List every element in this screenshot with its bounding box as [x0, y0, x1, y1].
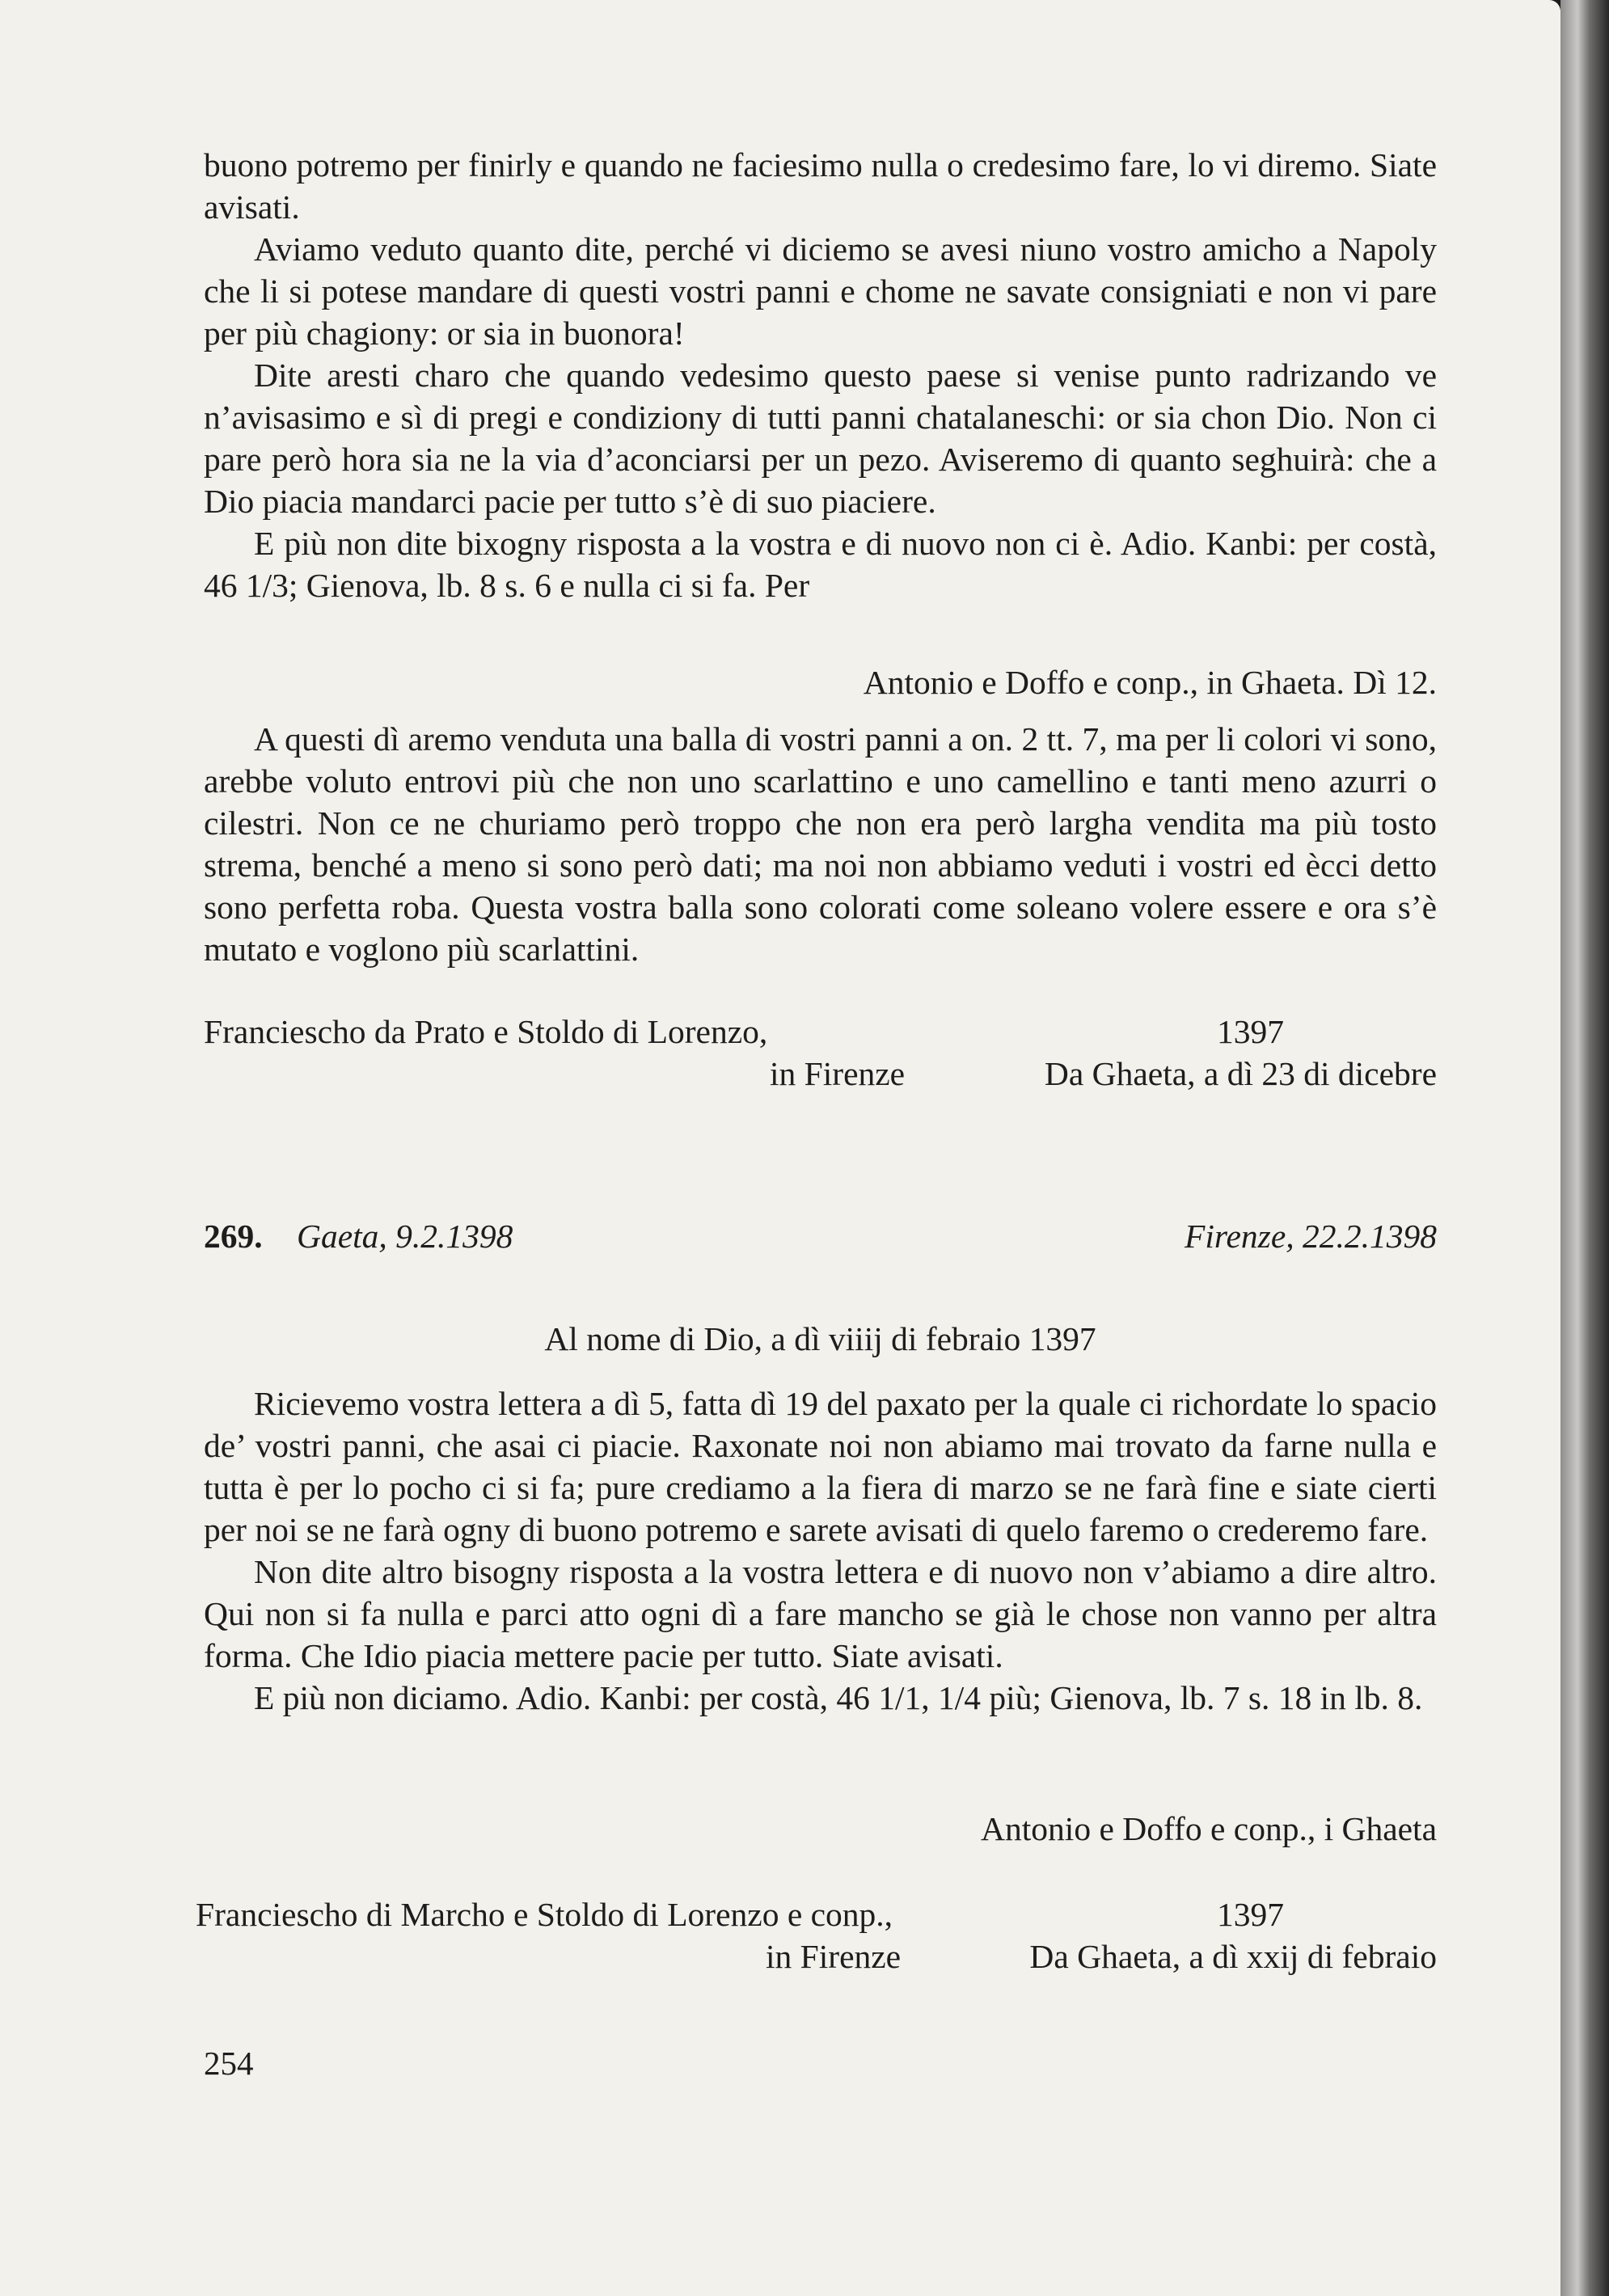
address-sender-date: Da Ghaeta, a dì xxij di febraio: [1029, 1938, 1437, 1975]
paragraph: E più non dite bixogny risposta a la vostra e di nuovo non ci è. Adio. Kanbi: per costà, 46 1/3; Gienova, lb. 8 s. 6 e nulla ci si fa. Per: [204, 525, 1437, 604]
paragraph: E più non diciamo. Adio. Kanbi: per costà, 46 1/1, 1/4 più; Gienova, lb. 7 s. 18 in lb. 8.: [254, 1679, 1423, 1716]
paragraph: Non dite altro bisogny risposta a la vostra lettera e di nuovo non v’abiamo a dire altro. Qui non si fa nulla e parci atto ogni dì a fare mancho se già le chose non vanno per altra forma. Che Idio piacia mettere pacie per tutto. Siate avisati.: [204, 1553, 1437, 1674]
previous-letter-address: [204, 1011, 1437, 1095]
letter-address: [196, 1893, 1437, 1977]
previous-letter-postscript: [204, 718, 1437, 970]
letter-body: [204, 1382, 1437, 1719]
paragraph: Dite aresti charo che quando vedesimo questo paese si venise punto radrizando ve n’avisasimo e sì di pregi e condiziony di tutti panni chatalaneschi: or sia chon Dio. Non ci pare però hora sia ne la via d’aconciarsi per un pezo. Aviseremo di quanto seghuirà: che a Dio piacia mandarci pacie per tutto s’è di suo piaciere.: [204, 357, 1437, 520]
letter-number: 269.: [204, 1218, 263, 1255]
address-year: 1397: [1217, 1896, 1284, 1933]
previous-letter-body: [204, 144, 1437, 606]
address-sender-date: Da Ghaeta, a dì 23 di dicebre: [1044, 1055, 1437, 1092]
page-number: 254: [204, 2045, 254, 2082]
address-place: in Firenze: [770, 1055, 906, 1092]
letter-opening: Al nome di Dio, a dì viiij di febraio 1397: [544, 1320, 1096, 1357]
signature: Antonio e Doffo e conp., i Ghaeta: [981, 1810, 1437, 1847]
paragraph: Ricievemo vostra lettera a dì 5, fatta dì 19 del paxato per la quale ci richordate lo spacio de’ vostri panni, che asai ci piacie. Raxonate noi non abiamo mai trovato da farne nulla e tutta è per lo pocho ci si fa; pure crediamo a la fiera di marzo se ne farà fine e siate cierti per noi se ne farà ogny di buono potremo e sarete avisati di quelo faremo o crederemo fare.: [204, 1385, 1437, 1548]
address-place: in Firenze: [766, 1938, 902, 1975]
address-recipient: Franciescho di Marcho e Stoldo di Lorenzo e conp.,: [196, 1896, 893, 1933]
letter-destination: Firenze, 22.2.1398: [1185, 1218, 1437, 1255]
letter-origin: Gaeta, 9.2.1398: [297, 1218, 513, 1255]
previous-letter-signature-block: [204, 661, 1437, 703]
signature: Antonio e Doffo e conp., in Ghaeta. Dì 12.: [863, 664, 1437, 701]
address-year: 1397: [1217, 1013, 1284, 1050]
postscript: A questi dì aremo venduta una balla di vostri panni a on. 2 tt. 7, ma per li colori vi sono, arebbe voluto entrovi più che non uno scarlattino e uno camellino e tanti meno azurri o cilestri. Non ce ne churiamo però troppo che non era però largha vendita ma più tosto strema, benché a meno si sono però dati; ma noi non abbiamo veduti i vostri ed ècci detto sono perfetta roba. Questa vostra balla sono colorati come soleano volere essere e ora s’è mutato e voglono più scarlattini.: [204, 720, 1437, 968]
paragraph: buono potremo per finirly e quando ne faciesimo nulla o credesimo fare, lo vi diremo. Siate avisati.: [204, 146, 1437, 226]
page-edge-shadow: [1560, 0, 1609, 2296]
letter-signature-block: [204, 1808, 1437, 1850]
letter-header: [204, 1215, 1437, 1260]
letter-heading: [204, 1318, 1437, 1360]
address-recipient: Franciescho da Prato e Stoldo di Lorenzo,: [204, 1013, 768, 1050]
paragraph: Aviamo veduto quanto dite, perché vi diciemo se avesi niuno vostro amicho a Napoly che li si potese mandare di questi vostri panni e chome ne savate consigniati e non vi pare per più chagiony: or sia in buonora!: [204, 230, 1437, 352]
